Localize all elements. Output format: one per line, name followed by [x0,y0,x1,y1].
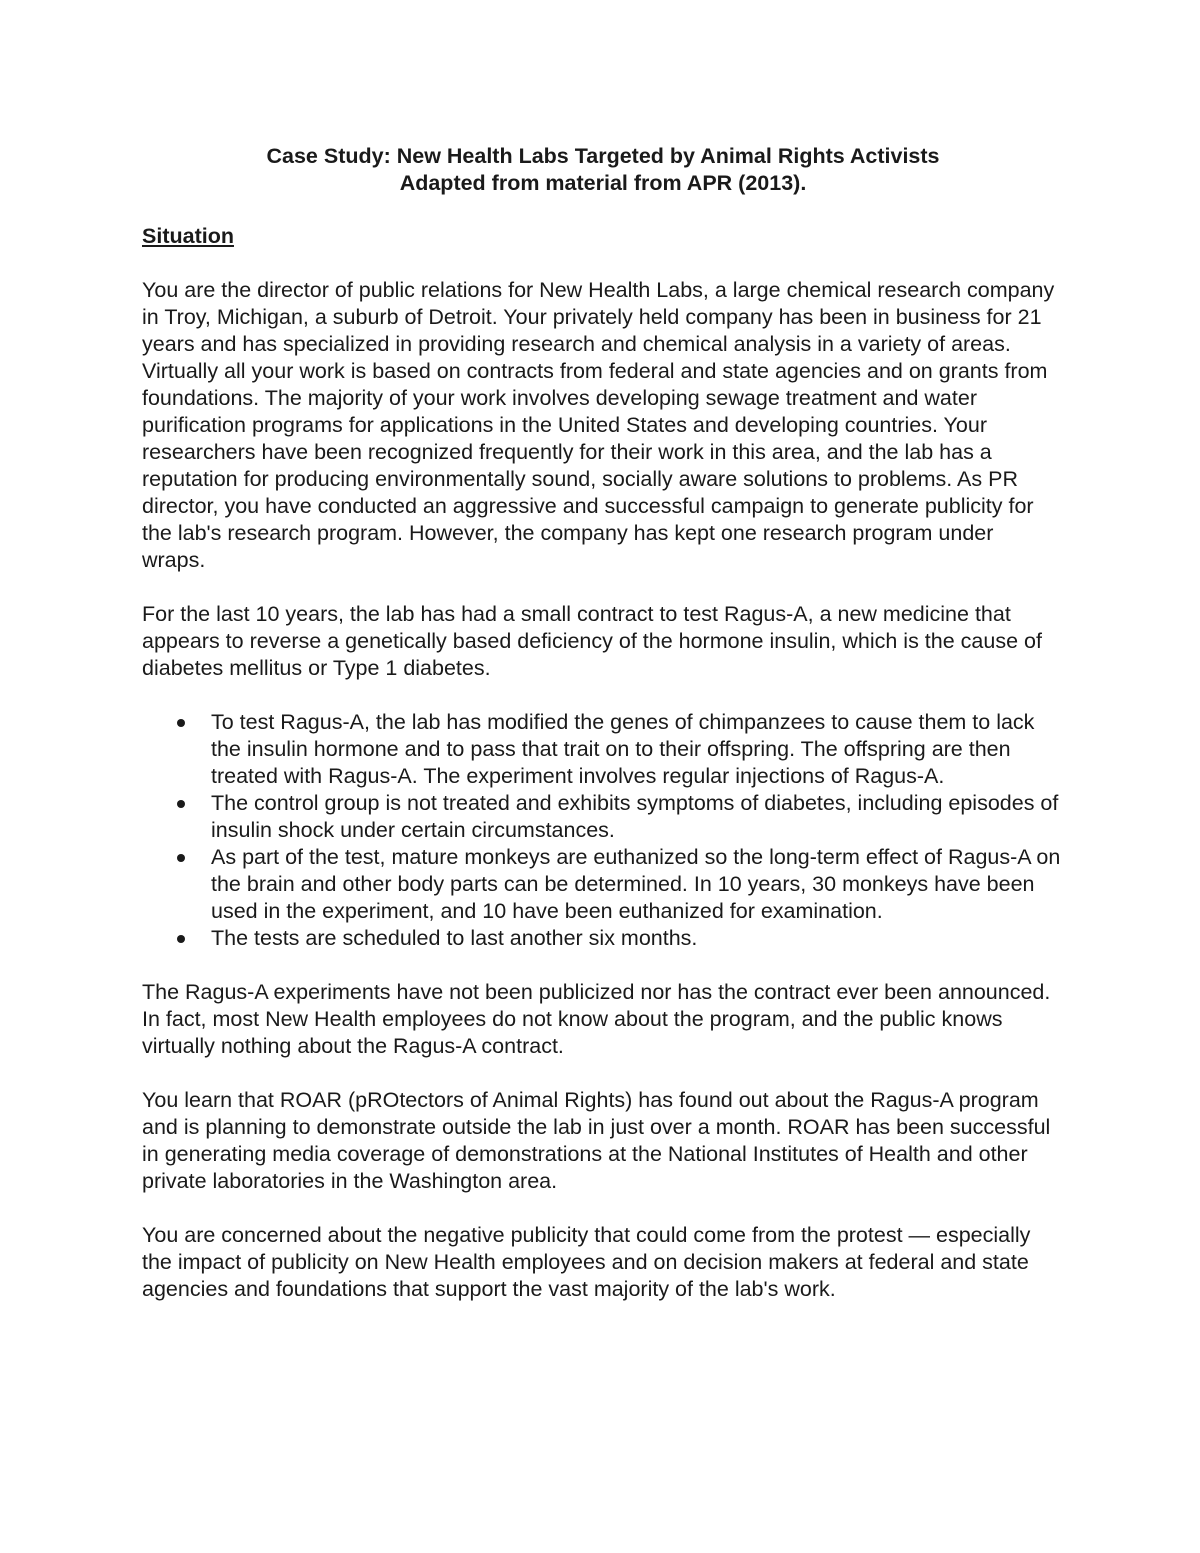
document-title: Case Study: New Health Labs Targeted by Animal Rights Activists [266,144,940,168]
document-subtitle: Adapted from material from APR (2013). [399,171,807,195]
document-page [142,143,1062,1330]
bullet-text: The tests are scheduled to last another six months. [211,926,698,950]
paragraph-concern: You are concerned about the negative publicity that could come from the protest — especially the impact of publicity on New Health employees and on decision makers at federal and state agencies and foundations that support the vast majority of the lab's work. [142,1223,1031,1301]
paragraph-roar: You learn that ROAR (pROtectors of Animal Rights) has found out about the Ragus-A program and is planning to demonstrate outside the lab in just over a month. ROAR has been successful in generating media coverage of demonstrations at the National Institutes of Health and other private laboratories in the Washington area. [142,1088,1051,1193]
bullet-item [211,844,1062,925]
bullet-dot-icon [177,935,185,943]
bullet-item [211,925,1062,952]
bullet-item [211,790,1062,844]
bullet-dot-icon [177,854,185,862]
bullet-text: To test Ragus-A, the lab has modified the genes of chimpanzees to cause them to lack the insulin hormone and to pass that trait on to their offspring. The offspring are then treated with Ragus-A. The experiment involves regular injections of Ragus-A. [211,710,1035,788]
paragraph-not-publicized: The Ragus-A experiments have not been publicized nor has the contract ever been announced. In fact, most New Health employees do not know about the program, and the public knows virtually nothing about the Ragus-A contract. [142,980,1051,1058]
bullet-item [211,709,1062,790]
bullet-dot-icon [177,800,185,808]
bullet-list [142,709,1062,952]
paragraph-intro: You are the director of public relations for New Health Labs, a large chemical research company in Troy, Michigan, a suburb of Detroit. Your privately held company has been in business for 21 years and has specialized in providing research and chemical analysis in a variety of areas. Virtually all your work is based on contracts from federal and state agencies and on grants from foundations. The majority of your work involves developing sewage treatment and water purification programs for applications in the United States and developing countries. Your researchers have been recognized frequently for their work in this area, and the lab has a reputation for producing environmentally sound, socially aware solutions to problems. As PR director, you have conducted an aggressive and successful campaign to generate publicity for the lab's research program. However, the company has kept one research program under wraps. [142,278,1055,572]
bullet-text: The control group is not treated and exhibits symptoms of diabetes, including episodes of insulin shock under certain circumstances. [211,791,1059,842]
title-block [142,143,1062,197]
section-heading-situation: Situation [142,224,234,248]
bullet-dot-icon [177,719,185,727]
paragraph-ragus-contract: For the last 10 years, the lab has had a small contract to test Ragus-A, a new medicine that appears to reverse a genetically based deficiency of the hormone insulin, which is the cause of diabetes mellitus or Type 1 diabetes. [142,602,1042,680]
bullet-text: As part of the test, mature monkeys are euthanized so the long-term effect of Ragus-A on the brain and other body parts can be determined. In 10 years, 30 monkeys have been used in the experiment, and 10 have been euthanized for examination. [211,845,1061,923]
